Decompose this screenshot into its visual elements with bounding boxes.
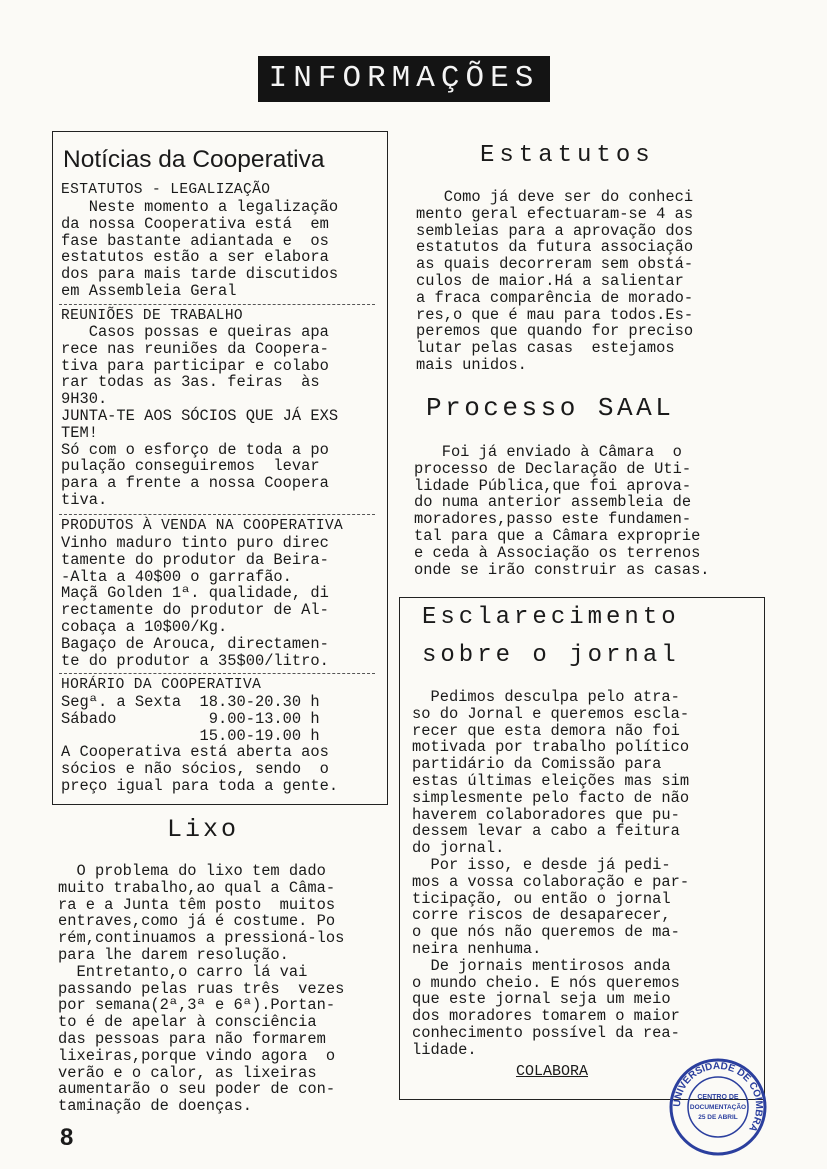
stamp-line2: DOCUMENTAÇÃO bbox=[689, 1104, 747, 1111]
divider bbox=[59, 514, 375, 515]
estatutos-legalizacao-heading: ESTATUTOS - LEGALIZAÇÃO bbox=[61, 182, 271, 198]
esclarecimento-title-line1: Esclarecimento bbox=[422, 604, 680, 631]
saal-text: Foi já enviado à Câmara o processo de Declaração de Uti- lidade Pública,que foi aprova- do numa anterior assembleia de moradores,passo este fundamen- tal para que a Câmara exproprie e ceda à Associação os terrenos onde se irão construir as casas. bbox=[414, 443, 710, 579]
esclarecimento-title-line2: sobre o jornal bbox=[422, 642, 680, 669]
estatutos-legalizacao-text: Neste momento a legalização da nossa Cooperativa está em fase bastante adiantada e os estatutos estão a ser elabora dos para mais tarde discutidos em Assembleia Geral bbox=[61, 198, 339, 300]
esclarecimento-text: Pedimos desculpa pelo atra- so do Jornal e queremos escla- recer que esta demora não foi motivada por trabalho político partidário da Comissão para estas últimas eleições mas sim simplesmente pelo facto de não haverem colaboradores que pu- dessem levar a cabo a feitura do jornal. Por isso, e desde já pedi- mos a vossa colaboração e par- ticipação, ou então o jornal corre riscos de desaparecer, o que nós não queremos de ma- neira nenhuma. De jornais mentirosos anda o mundo cheio. E nós queremos que este jornal seja um meio dos moradores tomarem o maior conhecimento possível da rea- lidade. bbox=[412, 688, 690, 1059]
noticias-title: Notícias da Cooperativa bbox=[63, 146, 325, 173]
stamp-line1: CENTRO DE bbox=[697, 1094, 739, 1101]
page-number: 8 bbox=[60, 1124, 74, 1151]
stamp-line3: 25 DE ABRIL bbox=[698, 1114, 738, 1121]
saal-title: Processo SAAL bbox=[426, 393, 675, 423]
divider bbox=[59, 673, 375, 674]
reunioes-heading: REUNIÕES DE TRABALHO bbox=[61, 308, 244, 324]
produtos-text: Vinho maduro tinto puro direc tamente do produtor da Beira- -Alta a 40$00 o garrafão. Maçã Golden 1ª. qualidade, di rectamente do produtor de Al- cobaça a 10$00/Kg. Bagaço de Arouca, directamen- te do produtor a 35$00/litro. bbox=[61, 534, 329, 670]
estatutos-title: Estatutos bbox=[480, 142, 655, 169]
divider bbox=[59, 304, 375, 305]
esclarecimento-box bbox=[399, 597, 765, 1100]
lixo-title: Lixo bbox=[167, 815, 240, 844]
stamp-ring-text: UNIVERSIDADE DE COIMBRA bbox=[671, 1060, 765, 1134]
signature-colabora: COLABORA bbox=[516, 1063, 589, 1080]
horario-text: Segª. a Sexta 18.30-20.30 h Sábado 9.00-13.00 h 15.00-19.00 h A Cooperativa está aberta aos sócios e não sócios, sendo o preço igual para toda a gente. bbox=[61, 693, 339, 795]
estatutos-text: Como já deve ser do conheci mento geral efectuaram-se 4 as sembleias para a aprovação dos estatutos da futura associação as quais decorreram sem obstá- culos de maior.Há a salientar a fraca comparência de morado- res,o que é mau para todos.Es- peremos que quando for preciso lutar pelas casas estejamos mais unidos. bbox=[416, 188, 694, 374]
page-banner-title: INFORMAÇÕES bbox=[258, 56, 550, 102]
horario-heading: HORÁRIO DA COOPERATIVA bbox=[61, 677, 262, 693]
noticias-box bbox=[52, 131, 388, 805]
reunioes-text: Casos possas e queiras apa rece nas reuniões da Coopera- tiva para participar e colabo rar todas as 3as. feiras às 9H30. JUNTA-TE AOS SÓCIOS QUE JÁ EXS TEM! Só com o esforço de toda a po pulação conseguiremos levar para a frente a nossa Coopera tiva. bbox=[61, 323, 339, 509]
library-stamp bbox=[668, 1057, 768, 1157]
produtos-heading: PRODUTOS À VENDA NA COOPERATIVA bbox=[61, 518, 344, 534]
lixo-text: O problema do lixo tem dado muito trabalho,ao qual a Câma- ra e a Junta têm posto muitos entraves,como já é costume. Po rém,continuamos a pressioná-los para lhe darem resolução. Entretanto,o carro lá vai passando pelas ruas três vezes por semana(2ª,3ª e 6ª).Portan- to é de apelar à consciência das pessoas para não formarem lixeiras,porque vindo agora o verão e o calor, as lixeiras aumentarão o seu poder de con- taminação de doenças. bbox=[58, 862, 345, 1116]
